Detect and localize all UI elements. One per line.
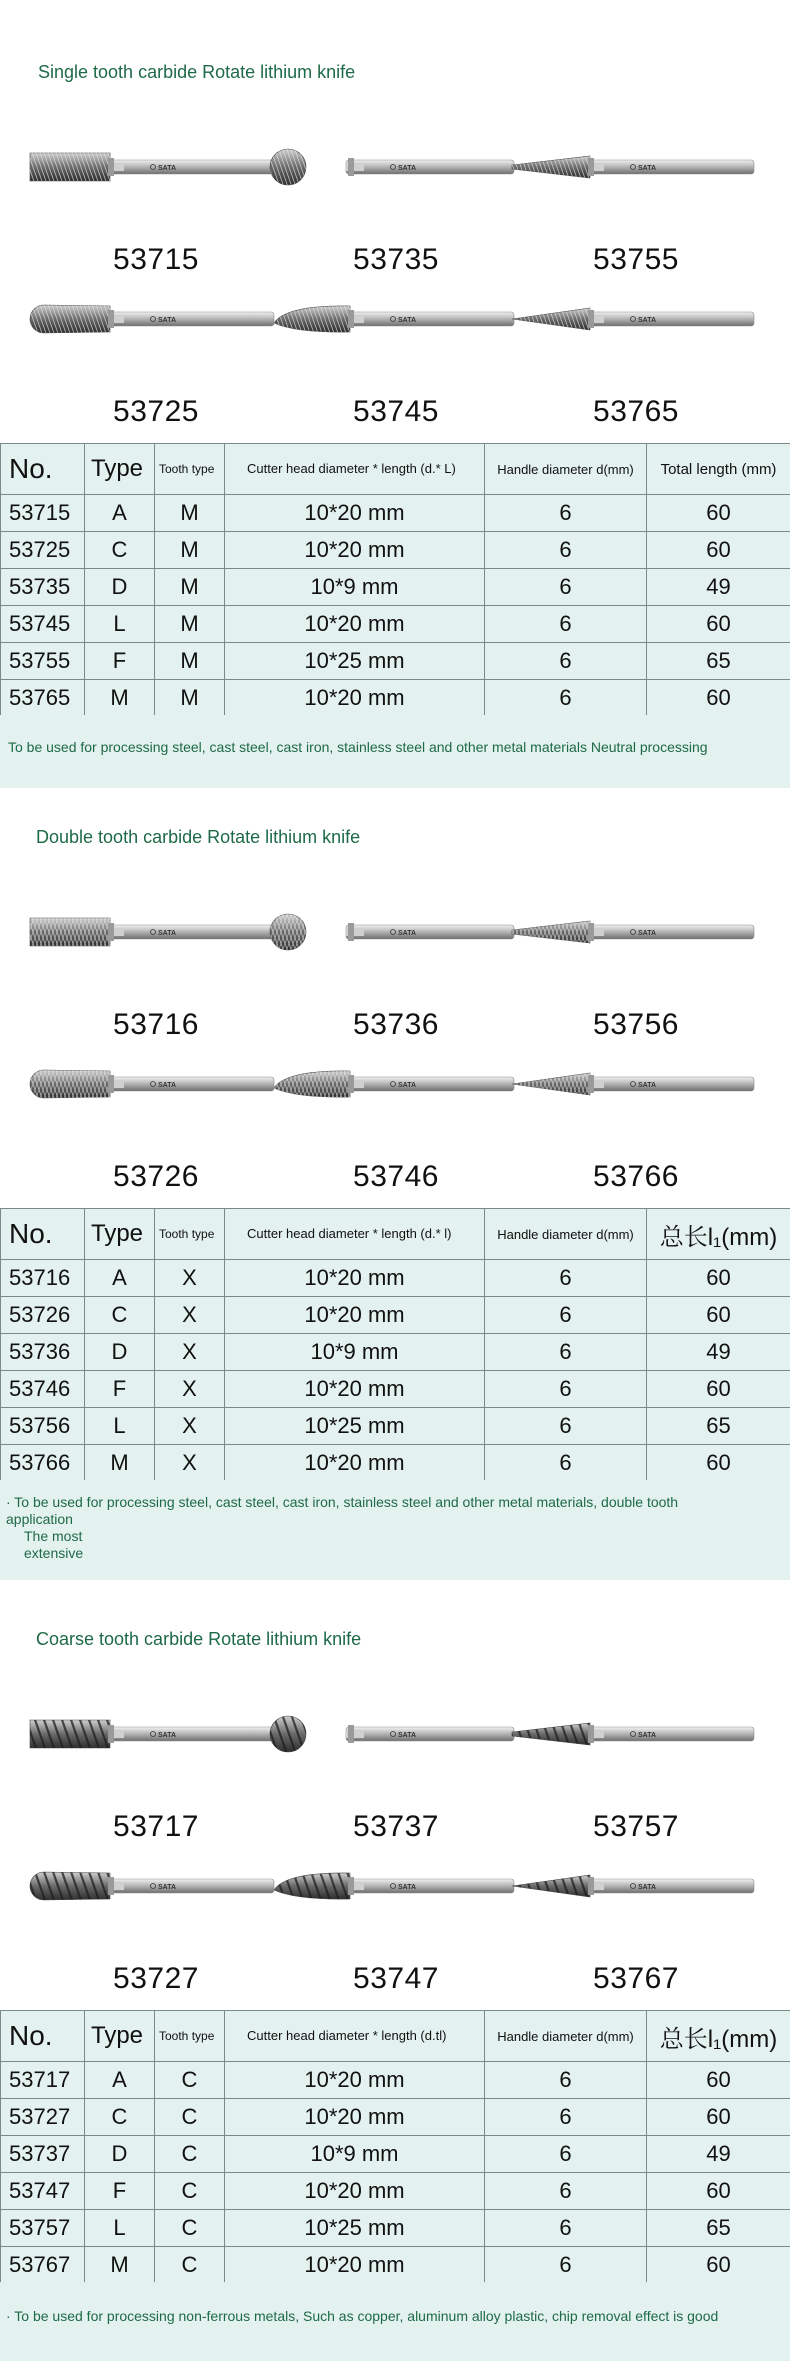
cell-tooth: C (155, 2247, 225, 2284)
cell-no: 53736 (1, 1334, 85, 1371)
cell-size: 10*20 mm (225, 1260, 485, 1297)
cell-no: 53737 (1, 2136, 85, 2173)
burr-cylinder-image (26, 1702, 286, 1762)
product-code: 53755 (593, 243, 679, 276)
header-cutter-size: Cutter head diameter * length (d.tl) (225, 2011, 485, 2062)
header-type: Type (85, 444, 155, 495)
product-card (26, 287, 286, 437)
header-no: No. (1, 1209, 85, 1260)
svg-text:SATA: SATA (158, 930, 177, 937)
product-code: 53725 (113, 395, 199, 428)
cell-size: 10*9 mm (225, 2136, 485, 2173)
svg-text:SATA: SATA (398, 1884, 417, 1891)
table-row (1, 1371, 790, 1408)
header-handle-diameter: Handle diameter d(mm) (485, 1209, 647, 1260)
spec-table (0, 2010, 790, 2284)
cell-no: 53757 (1, 2210, 85, 2247)
product-card (506, 900, 766, 1050)
burr-cylinder-image (26, 135, 286, 195)
cell-total: 60 (647, 495, 790, 532)
cell-type: M (85, 680, 155, 717)
cell-type: F (85, 643, 155, 680)
cell-size: 10*20 mm (225, 532, 485, 569)
cell-size: 10*25 mm (225, 643, 485, 680)
usage-note (0, 715, 790, 788)
table-row (1, 2062, 790, 2099)
cell-handle: 6 (485, 643, 647, 680)
product-code: 53715 (113, 243, 199, 276)
product-card (26, 135, 286, 285)
header-handle-diameter: Handle diameter d(mm) (485, 2011, 647, 2062)
burr-cone-image (506, 900, 766, 960)
cell-no: 53726 (1, 1297, 85, 1334)
cell-size: 10*20 mm (225, 1445, 485, 1482)
svg-text:SATA: SATA (398, 165, 417, 172)
cell-type: M (85, 2247, 155, 2284)
cell-tooth: X (155, 1445, 225, 1482)
product-code: 53716 (113, 1008, 199, 1041)
burr-cone-image (506, 1702, 766, 1762)
svg-text:SATA: SATA (158, 1082, 177, 1089)
product-code: 53767 (593, 1962, 679, 1995)
usage-note (0, 2282, 790, 2361)
cell-total: 60 (647, 2099, 790, 2136)
cell-type: L (85, 1408, 155, 1445)
cell-total: 60 (647, 2247, 790, 2284)
product-card (266, 900, 526, 1050)
cell-no: 53767 (1, 2247, 85, 2284)
usage-note (0, 1480, 790, 1580)
product-card (266, 135, 526, 285)
product-code: 53766 (593, 1160, 679, 1193)
svg-text:SATA: SATA (398, 317, 417, 324)
svg-text:SATA: SATA (158, 165, 177, 172)
cell-size: 10*25 mm (225, 2210, 485, 2247)
table-row (1, 569, 790, 606)
header-total-length: Total length (mm) (647, 444, 790, 495)
burr-flame-image (266, 1854, 526, 1914)
header-tooth-type: Tooth type (155, 1209, 225, 1260)
cell-total: 60 (647, 1445, 790, 1482)
spec-table (0, 1208, 790, 1482)
product-code: 53747 (353, 1962, 439, 1995)
svg-text:SATA: SATA (638, 1884, 657, 1891)
table-row (1, 2099, 790, 2136)
cell-handle: 6 (485, 2099, 647, 2136)
table-row (1, 643, 790, 680)
product-card (266, 1854, 526, 2004)
cell-size: 10*20 mm (225, 680, 485, 717)
header-no: No. (1, 2011, 85, 2062)
cell-type: F (85, 2173, 155, 2210)
header-type: Type (85, 2011, 155, 2062)
cell-tooth: M (155, 643, 225, 680)
product-code: 53736 (353, 1008, 439, 1041)
burr-flame-image (266, 1052, 526, 1112)
cell-handle: 6 (485, 1334, 647, 1371)
burr-ball-image (266, 1702, 526, 1762)
table-row (1, 2210, 790, 2247)
cell-type: A (85, 2062, 155, 2099)
table-header-row (1, 2011, 790, 2062)
cell-tooth: X (155, 1297, 225, 1334)
product-code: 53757 (593, 1810, 679, 1843)
cell-size: 10*20 mm (225, 2247, 485, 2284)
cell-total: 65 (647, 1408, 790, 1445)
table-row (1, 680, 790, 717)
cell-no: 53747 (1, 2173, 85, 2210)
cell-no: 53746 (1, 1371, 85, 1408)
table-row (1, 1445, 790, 1482)
cell-size: 10*20 mm (225, 2062, 485, 2099)
cell-no: 53766 (1, 1445, 85, 1482)
cell-total: 60 (647, 680, 790, 717)
cell-handle: 6 (485, 2247, 647, 2284)
cell-size: 10*20 mm (225, 1297, 485, 1334)
cell-handle: 6 (485, 1260, 647, 1297)
product-card (506, 1854, 766, 2004)
note-line: The most (24, 1528, 83, 1544)
burr-ball-image (266, 900, 526, 960)
burr-pointed-cone-image (506, 1854, 766, 1914)
section-title: Single tooth carbide Rotate lithium knife (38, 62, 356, 82)
product-code: 53717 (113, 1810, 199, 1843)
note-line: · To be used for processing steel, cast steel, cast iron, stainless steel and other metal materials, double tooth (6, 1494, 679, 1510)
cell-tooth: X (155, 1408, 225, 1445)
cell-total: 65 (647, 2210, 790, 2247)
burr-round-end-image (26, 1052, 286, 1112)
cell-type: D (85, 569, 155, 606)
cell-total: 60 (647, 2173, 790, 2210)
cell-size: 10*20 mm (225, 606, 485, 643)
header-handle-diameter: Handle diameter d(mm) (485, 444, 647, 495)
cell-type: M (85, 1445, 155, 1482)
cell-no: 53735 (1, 569, 85, 606)
cell-no: 53725 (1, 532, 85, 569)
cell-type: F (85, 1371, 155, 1408)
svg-text:SATA: SATA (638, 1732, 657, 1739)
cell-tooth: M (155, 495, 225, 532)
cell-no: 53755 (1, 643, 85, 680)
cell-type: L (85, 2210, 155, 2247)
product-code: 53765 (593, 395, 679, 428)
product-card (506, 287, 766, 437)
product-code: 53727 (113, 1962, 199, 1995)
table-row (1, 2136, 790, 2173)
cell-total: 65 (647, 643, 790, 680)
burr-pointed-cone-image (506, 287, 766, 347)
cell-type: C (85, 532, 155, 569)
cell-handle: 6 (485, 1371, 647, 1408)
table-row (1, 532, 790, 569)
section-title: Coarse tooth carbide Rotate lithium knife (36, 1629, 362, 1649)
cell-handle: 6 (485, 2173, 647, 2210)
cell-type: A (85, 1260, 155, 1297)
product-card (26, 1052, 286, 1202)
cell-size: 10*20 mm (225, 2173, 485, 2210)
table-row (1, 1297, 790, 1334)
cell-total: 60 (647, 2062, 790, 2099)
section-title: Double tooth carbide Rotate lithium knife (36, 827, 361, 847)
svg-text:SATA: SATA (398, 1082, 417, 1089)
cell-tooth: X (155, 1334, 225, 1371)
header-cutter-size: Cutter head diameter * length (d.* L) (225, 444, 485, 495)
cell-tooth: M (155, 680, 225, 717)
cell-handle: 6 (485, 2062, 647, 2099)
cell-no: 53715 (1, 495, 85, 532)
cell-handle: 6 (485, 569, 647, 606)
table-row (1, 495, 790, 532)
burr-pointed-cone-image (506, 1052, 766, 1112)
product-code: 53756 (593, 1008, 679, 1041)
header-type: Type (85, 1209, 155, 1260)
header-tooth-type: Tooth type (155, 444, 225, 495)
product-card (26, 1854, 286, 2004)
cell-size: 10*20 mm (225, 1371, 485, 1408)
product-card (506, 135, 766, 285)
cell-type: D (85, 1334, 155, 1371)
table-row (1, 1260, 790, 1297)
cell-total: 49 (647, 1334, 790, 1371)
cell-no: 53756 (1, 1408, 85, 1445)
header-cutter-size: Cutter head diameter * length (d.* l) (225, 1209, 485, 1260)
cell-handle: 6 (485, 2210, 647, 2247)
cell-no: 53727 (1, 2099, 85, 2136)
table-header-row (1, 444, 790, 495)
burr-ball-image (266, 135, 526, 195)
cell-tooth: X (155, 1260, 225, 1297)
svg-text:SATA: SATA (638, 1082, 657, 1089)
cell-handle: 6 (485, 1297, 647, 1334)
product-code: 53735 (353, 243, 439, 276)
cell-tooth: C (155, 2136, 225, 2173)
cell-type: C (85, 1297, 155, 1334)
product-code: 53745 (353, 395, 439, 428)
burr-flame-image (266, 287, 526, 347)
svg-text:SATA: SATA (638, 930, 657, 937)
cell-tooth: C (155, 2173, 225, 2210)
cell-total: 60 (647, 1260, 790, 1297)
cell-tooth: M (155, 569, 225, 606)
cell-tooth: X (155, 1371, 225, 1408)
product-code: 53737 (353, 1810, 439, 1843)
product-card (266, 1702, 526, 1852)
product-card (506, 1052, 766, 1202)
header-total-length: 总长l₁(mm) (647, 1209, 790, 1260)
svg-text:SATA: SATA (158, 1732, 177, 1739)
cell-type: D (85, 2136, 155, 2173)
product-card (266, 287, 526, 437)
svg-text:SATA: SATA (398, 930, 417, 937)
header-tooth-type: Tooth type (155, 2011, 225, 2062)
cell-handle: 6 (485, 606, 647, 643)
cell-no: 53745 (1, 606, 85, 643)
product-card (26, 900, 286, 1050)
cell-no: 53765 (1, 680, 85, 717)
cell-total: 60 (647, 606, 790, 643)
table-row (1, 2173, 790, 2210)
cell-no: 53717 (1, 2062, 85, 2099)
cell-size: 10*25 mm (225, 1408, 485, 1445)
table-row (1, 1334, 790, 1371)
svg-text:SATA: SATA (638, 317, 657, 324)
cell-size: 10*9 mm (225, 569, 485, 606)
cell-tooth: C (155, 2210, 225, 2247)
cell-tooth: C (155, 2099, 225, 2136)
svg-text:SATA: SATA (398, 1732, 417, 1739)
cell-total: 60 (647, 1297, 790, 1334)
cell-type: A (85, 495, 155, 532)
cell-total: 60 (647, 532, 790, 569)
cell-handle: 6 (485, 532, 647, 569)
svg-text:SATA: SATA (158, 317, 177, 324)
burr-round-end-image (26, 287, 286, 347)
cell-handle: 6 (485, 495, 647, 532)
cell-handle: 6 (485, 680, 647, 717)
burr-round-end-image (26, 1854, 286, 1914)
cell-total: 49 (647, 2136, 790, 2173)
product-code: 53726 (113, 1160, 199, 1193)
cell-total: 60 (647, 1371, 790, 1408)
svg-text:SATA: SATA (638, 165, 657, 172)
header-no: No. (1, 444, 85, 495)
cell-tooth: M (155, 606, 225, 643)
cell-handle: 6 (485, 1408, 647, 1445)
note-line: · To be used for processing non-ferrous metals, Such as copper, aluminum alloy plastic, chip removal effect is good (6, 2308, 719, 2324)
product-card (26, 1702, 286, 1852)
cell-type: L (85, 606, 155, 643)
table-row (1, 2247, 790, 2284)
cell-no: 53716 (1, 1260, 85, 1297)
note-line: To be used for processing steel, cast steel, cast iron, stainless steel and other metal materials Neutral processing (8, 739, 708, 755)
cell-handle: 6 (485, 1445, 647, 1482)
table-row (1, 606, 790, 643)
note-line: application (6, 1511, 73, 1527)
cell-total: 49 (647, 569, 790, 606)
spec-table (0, 443, 790, 717)
cell-size: 10*9 mm (225, 1334, 485, 1371)
cell-size: 10*20 mm (225, 2099, 485, 2136)
burr-cone-image (506, 135, 766, 195)
cell-tooth: M (155, 532, 225, 569)
table-row (1, 1408, 790, 1445)
product-code: 53746 (353, 1160, 439, 1193)
note-line: extensive (24, 1545, 84, 1561)
cell-handle: 6 (485, 2136, 647, 2173)
header-total-length: 总长l₁(mm) (647, 2011, 790, 2062)
table-header-row (1, 1209, 790, 1260)
product-card (506, 1702, 766, 1852)
cell-size: 10*20 mm (225, 495, 485, 532)
burr-cylinder-image (26, 900, 286, 960)
cell-type: C (85, 2099, 155, 2136)
svg-text:SATA: SATA (158, 1884, 177, 1891)
product-card (266, 1052, 526, 1202)
cell-tooth: C (155, 2062, 225, 2099)
